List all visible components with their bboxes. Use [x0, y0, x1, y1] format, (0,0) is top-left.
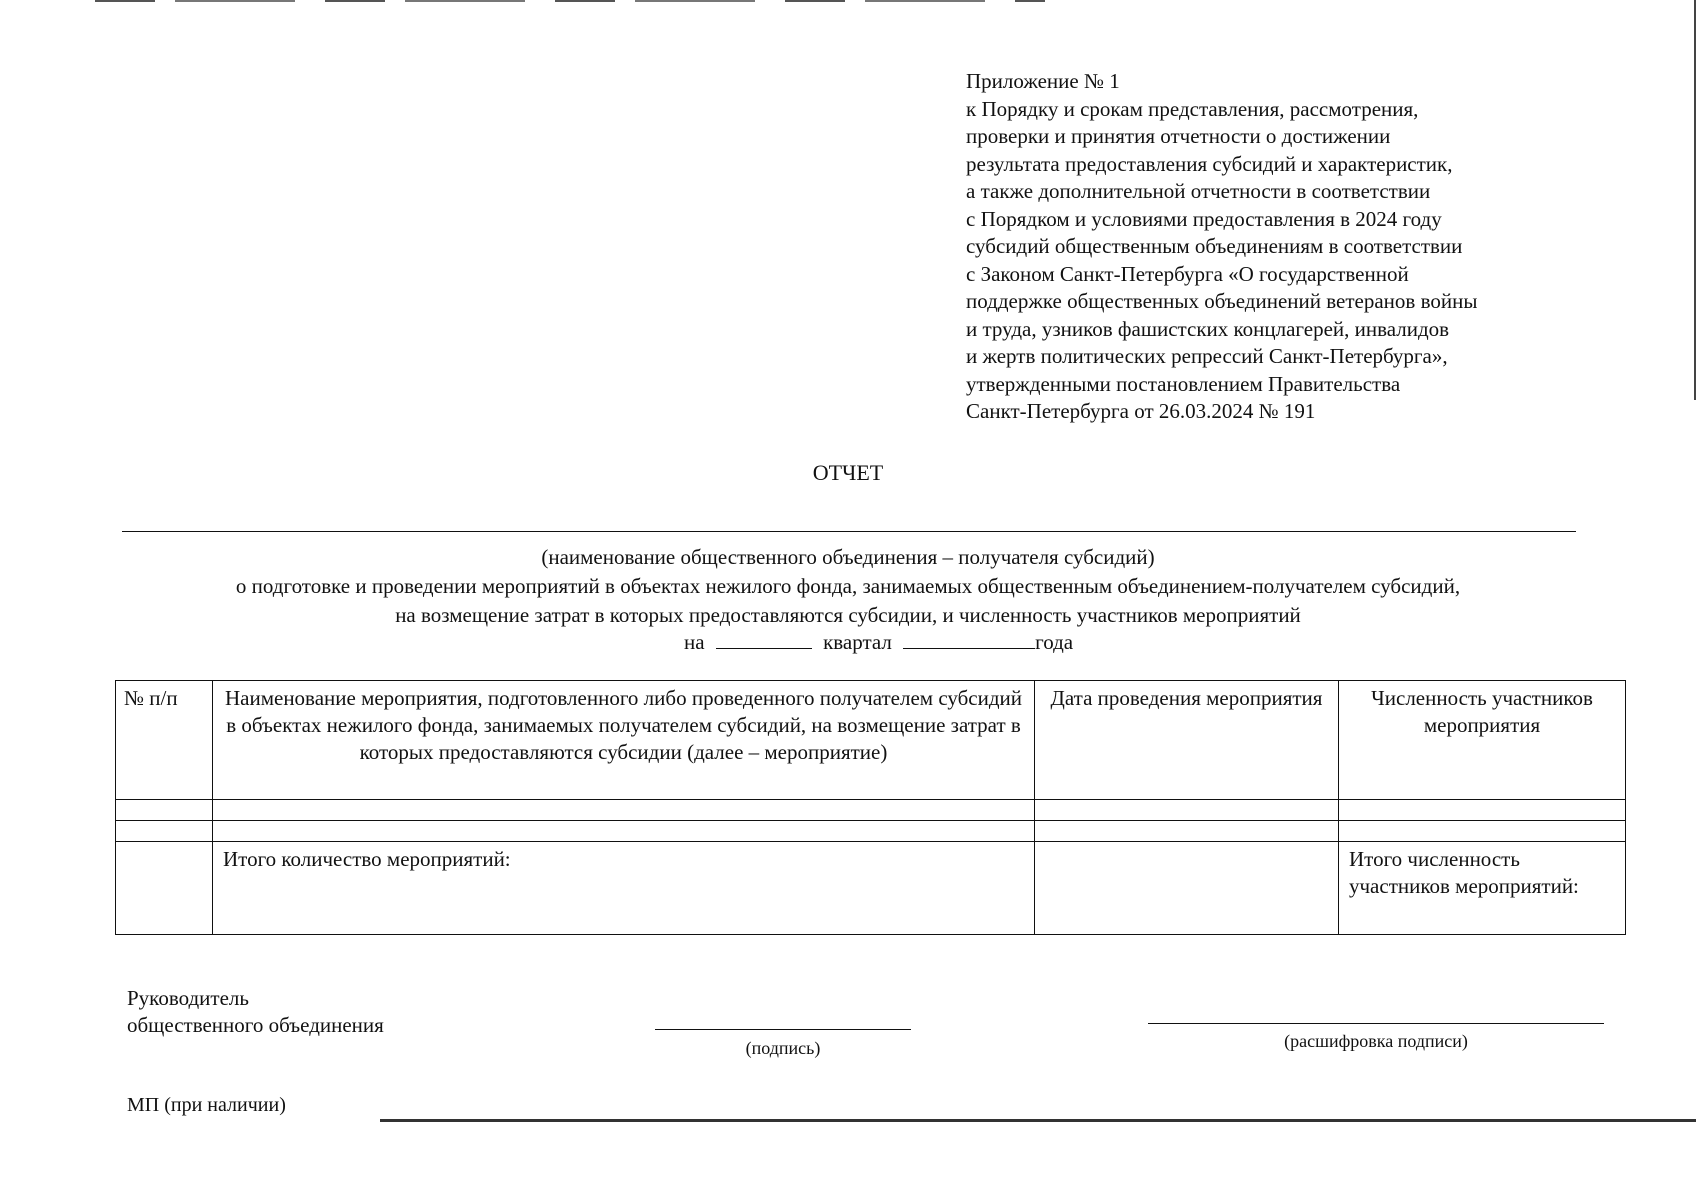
appendix-line: поддержке общественных объединений ветеранов войны [966, 289, 1478, 313]
report-title: ОТЧЕТ [812, 460, 884, 485]
table-row [116, 800, 1626, 821]
cell-date[interactable] [1035, 842, 1339, 935]
appendix-header [966, 68, 1626, 426]
quarter-field[interactable] [716, 630, 812, 649]
appendix-line: и труда, узников фашистских концлагерей, инвалидов [966, 316, 1450, 341]
appendix-line: с Порядком и условиями предоставления в 2024 году [966, 206, 1442, 231]
report-table [115, 680, 1626, 935]
org-name-caption: (наименование общественного объединения – получателя субсидий) [541, 545, 1155, 569]
header-participants: Численность участников мероприятия [1339, 681, 1626, 800]
cell-date[interactable] [1035, 800, 1339, 821]
cell-number[interactable] [116, 842, 213, 935]
cell-event-name[interactable] [213, 821, 1035, 842]
table-total-row [116, 842, 1626, 935]
appendix-line: проверки и принятия отчетности о достижении [966, 124, 1391, 148]
table-header-row [116, 681, 1626, 800]
header-event-name: Наименование мероприятия, подготовленного либо проведенного получателем субсидий в объектах нежилого фонда, занимаемых получателем субсидий, на возмещение затрат в которых предоставляются субсидии (далее – мероприятие) [213, 681, 1035, 800]
report-subtitle [110, 543, 1586, 630]
signature-field-line[interactable] [655, 1029, 911, 1030]
appendix-line: Санкт-Петербурга от 26.03.2024 № 191 [966, 399, 1316, 423]
scan-artifact-bottom [380, 1119, 1696, 1122]
total-participants-label: Итого численность участников мероприятий: [1339, 842, 1626, 935]
cell-event-name[interactable] [213, 800, 1035, 821]
total-events-label: Итого количество мероприятий: [213, 842, 1035, 935]
cell-participants[interactable] [1339, 800, 1626, 821]
cell-participants[interactable] [1339, 821, 1626, 842]
appendix-line: результата предоставления субсидий и характеристик, [966, 151, 1453, 176]
scan-artifact-top [95, 0, 1045, 2]
period-prefix: на [684, 630, 705, 654]
org-name-field-line[interactable] [122, 531, 1576, 532]
appendix-line: и жертв политических репрессий Санкт-Петербурга», [966, 344, 1448, 368]
header-number: № п/п [116, 681, 213, 800]
period-row [684, 630, 1104, 655]
cell-number[interactable] [116, 821, 213, 842]
appendix-line: а также дополнительной отчетности в соответствии [966, 179, 1431, 203]
period-suffix: года [1035, 630, 1074, 654]
appendix-line: утвержденными постановлением Правительства [966, 371, 1401, 396]
header-date: Дата проведения мероприятия [1035, 681, 1339, 800]
role-line-2: общественного объединения [127, 1013, 384, 1037]
appendix-line: к Порядку и срокам представления, рассмотрения, [966, 96, 1419, 121]
appendix-line: субсидий общественным объединениям в соответствии [966, 234, 1463, 258]
year-field[interactable] [903, 630, 1035, 649]
table-row [116, 821, 1626, 842]
cell-number[interactable] [116, 800, 213, 821]
appendix-line: Приложение № 1 [966, 69, 1120, 93]
signature-decode-caption: (расшифровка подписи) [1284, 1031, 1468, 1051]
appendix-line: с Законом Санкт-Петербурга «О государственной [966, 261, 1409, 286]
signature-decode-field-line[interactable] [1148, 1023, 1604, 1024]
stamp-label: МП (при наличии) [127, 1094, 286, 1116]
subtitle-line-1: о подготовке и проведении мероприятий в объектах нежилого фонда, занимаемых общественным объединением-получателем субсидий, [235, 574, 1461, 598]
subtitle-line-2: на возмещение затрат в которых предоставляются субсидии, и численность участников мероприятий [395, 603, 1301, 627]
period-middle: квартал [823, 630, 892, 654]
cell-date[interactable] [1035, 821, 1339, 842]
signature-caption: (подпись) [745, 1038, 821, 1058]
role-line-1: Руководитель [127, 986, 249, 1010]
signatory-role [127, 985, 384, 1039]
